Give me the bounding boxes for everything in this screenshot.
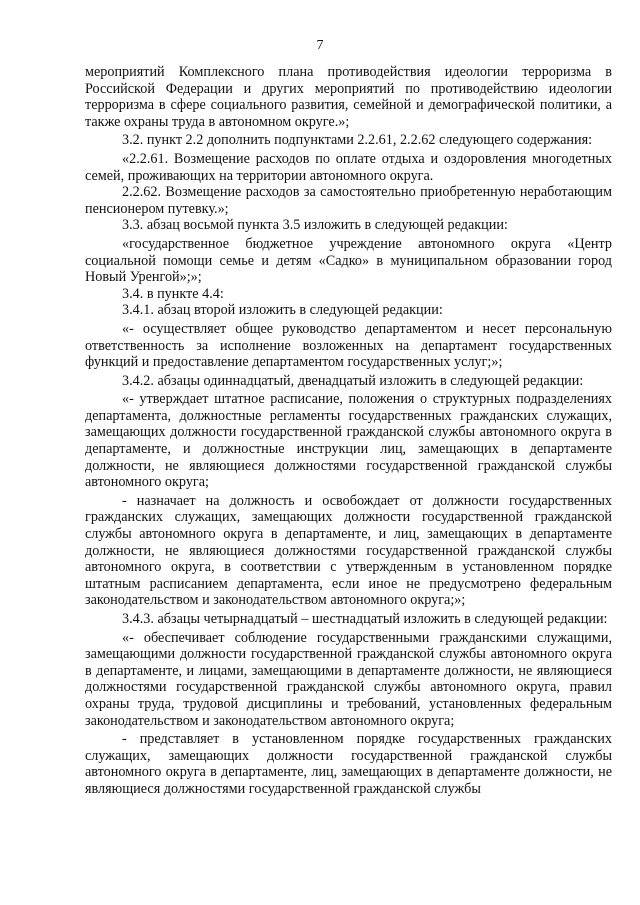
paragraph: «- осуществляет общее руководство департаментом и несет персональную ответственность за исполнение возложенных на департамент государственных функций и предоставление департаментом государственных услуг;»; <box>85 320 612 371</box>
paragraph: - назначает на должность и освобождает от должности государственных гражданских служащих, замещающих должности государственной гражданской службы автономного округа в департаменте, и лиц, замещающих в департаменте должности, не являющиеся должностями государственной гражданской службы автономного округа, в соответствии с утвержденным в установленном порядке штатным расписанием департамента, если иное не предусмотрено федеральным законодательством и законодательством автономного округа;»; <box>85 492 612 609</box>
document-body <box>85 64 612 798</box>
paragraph: мероприятий Комплексного плана противодействия идеологии терроризма в Российской Федерации и других мероприятий по противодействию идеологии терроризма в сфере социального развития, семейной и демографической политики, а также охраны труда в автономном округе.»; <box>85 64 612 130</box>
paragraph: 3.2. пункт 2.2 дополнить подпунктами 2.2.61, 2.2.62 следующего содержания: <box>122 132 593 149</box>
paragraph: 3.4. в пункте 4.4: <box>122 285 224 302</box>
paragraph: «- утверждает штатное расписание, положения о структурных подразделениях департамента, должностные регламенты государственных гражданских служащих, замещающих должности государственной гражданской службы автономного округа в департаменте, и должностные инструкции лиц, замещающих в департаменте должности, не являющиеся должностями государственной гражданской службы автономного округа; <box>85 391 612 491</box>
paragraph: 3.4.3. абзацы четырнадцатый – шестнадцатый изложить в следующей редакции: <box>122 611 608 627</box>
paragraph: «государственное бюджетное учреждение автономного округа «Центр социальной помощи семье и детям «Садко» в муниципальном образовании город Новый Уренгой»;»; <box>85 235 612 286</box>
paragraph: «- обеспечивает соблюдение государственными гражданскими служащими, замещающими должности государственной гражданской службы автономного округа в департаменте, и лицами, замещающими в департаменте должности, не являющиеся должностями государственной гражданской службы автономного округа, правил охраны труда, трудовой дисциплины и требований, установленных федеральным законодательством и законодательством автономного округа; <box>85 629 612 729</box>
paragraph: - представляет в установленном порядке государственных гражданских служащих, замещающих должности государственной гражданской службы автономного округа в департаменте, лиц, замещающих в департаменте должности, не являющиеся должностями государственной гражданской службы <box>85 731 612 797</box>
paragraph: 3.4.2. абзацы одиннадцатый, двенадцатый изложить в следующей редакции: <box>122 372 584 389</box>
paragraph: 3.3. абзац восьмой пункта 3.5 изложить в следующей редакции: <box>122 217 508 234</box>
paragraph: 3.4.1. абзац второй изложить в следующей редакции: <box>122 302 443 319</box>
paragraph: «2.2.61. Возмещение расходов по оплате отдыха и оздоровления многодетных семей, проживающих на территории автономного округа. <box>85 150 612 184</box>
page-number: 7 <box>316 38 324 53</box>
paragraph: 2.2.62. Возмещение расходов за самостоятельно приобретенную неработающим пенсионером путевку.»; <box>85 184 612 217</box>
